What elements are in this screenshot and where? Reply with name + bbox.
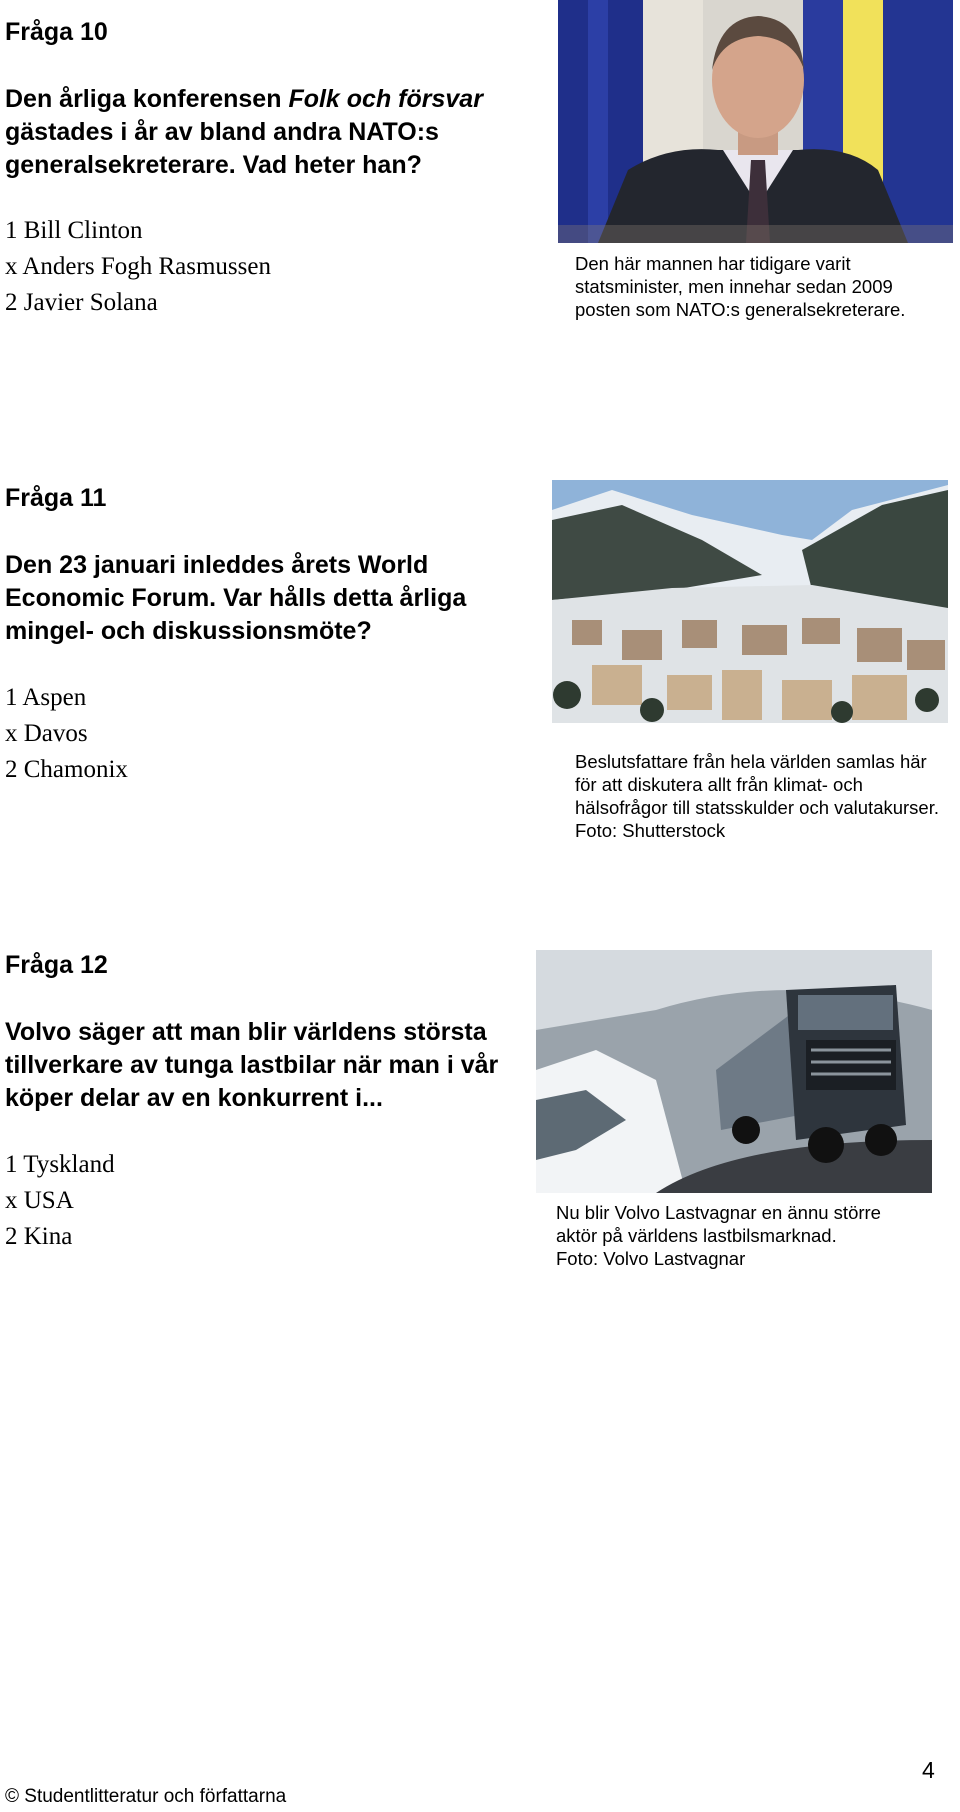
question-10-options [5,213,271,321]
page-number: 4 [922,1757,935,1783]
question-11-caption: Beslutsfattare från hela världen samlas här för att diskutera allt från klimat- och hälsofrågor till statsskulder och valutakurser. Foto: Shutterstock [575,751,940,841]
question-12-options [5,1147,115,1255]
question-12-title: Fråga 12 [5,951,108,979]
truck-photo [536,950,932,1193]
question-11-options [5,680,128,788]
option: 2 Kina [5,1223,73,1250]
option: 1 Bill Clinton [5,217,143,244]
option: 1 Aspen [5,684,87,711]
option: 2 Chamonix [5,756,128,783]
option: x Anders Fogh Rasmussen [5,253,271,280]
question-11-title: Fråga 11 [5,484,107,512]
question-11-text: Den 23 januari inleddes årets World Economic Forum. Var hålls detta årliga mingel- och diskussionsmöte? [5,551,467,645]
option: 2 Javier Solana [5,289,158,316]
question-10-title: Fråga 10 [5,18,108,46]
question-12-caption: Nu blir Volvo Lastvagnar en ännu större aktör på världens lastbilsmarknad. Foto: Volvo Lastvagnar [556,1202,881,1269]
portrait-photo [558,0,953,243]
question-10-caption: Den här mannen har tidigare varit statsminister, men innehar sedan 2009 posten som NATO:s generalsekreterare. [575,253,906,320]
footer-copyright: © Studentlitteratur och författarna [5,1786,287,1807]
alpine-town-photo [552,480,948,723]
question-12-text: Volvo säger att man blir världens största tillverkare av tunga lastbilar när man i vår köper delar av en konkurrent i... [5,1018,499,1112]
option: x USA [5,1187,74,1214]
option: x Davos [5,720,88,747]
question-10-text: Den årliga konferensen Folk och försvar gästades i år av bland andra NATO:s generalsekreterare. Vad heter han? [5,85,483,179]
option: 1 Tyskland [5,1151,115,1178]
